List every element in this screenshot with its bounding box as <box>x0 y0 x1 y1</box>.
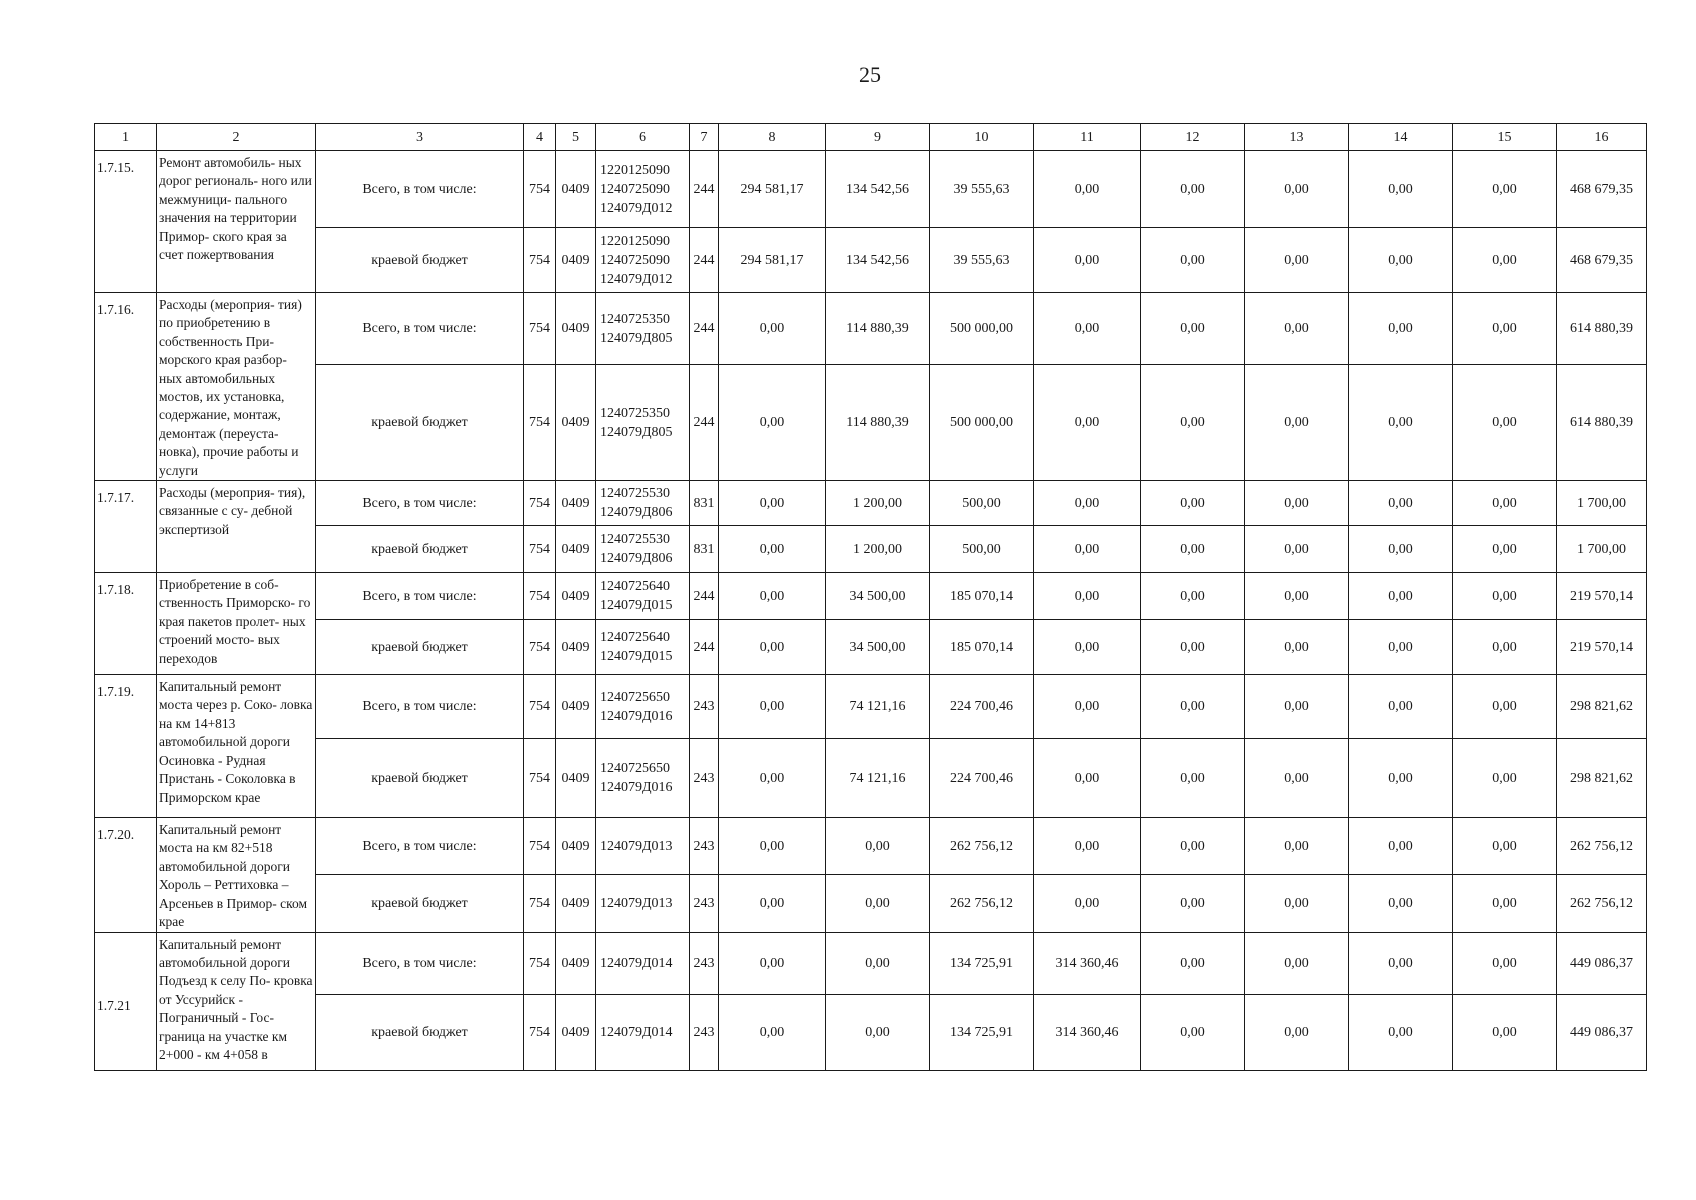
cell-total-16: 449 086,37 <box>1557 994 1647 1070</box>
item-name: Ремонт автомобиль- ных дорог региональ- ного или межмуници- пального значения на территории Примор- ского края за счет пожертвования <box>157 151 316 293</box>
cell-value-12: 0,00 <box>1141 573 1245 620</box>
funding-source: краевой бюджет <box>316 526 524 573</box>
funding-source: краевой бюджет <box>316 994 524 1070</box>
cell-value-10: 185 070,14 <box>930 573 1034 620</box>
column-header: 6 <box>596 124 690 151</box>
cell-value-11: 0,00 <box>1034 818 1141 875</box>
cell-value-10: 134 725,91 <box>930 994 1034 1070</box>
cell-value-14: 0,00 <box>1349 620 1453 675</box>
cell-value-9: 0,00 <box>826 875 930 932</box>
funding-source: Всего, в том числе: <box>316 818 524 875</box>
cell-value-12: 0,00 <box>1141 620 1245 675</box>
cell-code-7: 243 <box>690 739 719 818</box>
cell-code-6: 1240725530 124079Д806 <box>596 526 690 573</box>
cell-value-9: 0,00 <box>826 994 930 1070</box>
item-name: Расходы (мероприя- тия) по приобретению в собственность При- морского края разбор- ных автомобильных мостов, их установка, содержание, монтаж, демонтаж (переуста- новка), прочие работы и услуги <box>157 293 316 481</box>
cell-total-16: 262 756,12 <box>1557 875 1647 932</box>
cell-code-6: 1240725650 124079Д016 <box>596 675 690 739</box>
cell-code-6: 1240725350 124079Д805 <box>596 365 690 481</box>
cell-value-11: 0,00 <box>1034 481 1141 526</box>
funding-source: краевой бюджет <box>316 875 524 932</box>
column-header: 10 <box>930 124 1034 151</box>
cell-value-15: 0,00 <box>1453 151 1557 228</box>
cell-value-9: 34 500,00 <box>826 573 930 620</box>
cell-value-10: 224 700,46 <box>930 739 1034 818</box>
cell-code-4: 754 <box>524 481 556 526</box>
cell-value-13: 0,00 <box>1245 620 1349 675</box>
cell-value-13: 0,00 <box>1245 228 1349 293</box>
cell-total-16: 614 880,39 <box>1557 293 1647 365</box>
table-row <box>95 675 1647 739</box>
cell-value-8: 0,00 <box>719 932 826 994</box>
cell-value-11: 0,00 <box>1034 228 1141 293</box>
cell-value-13: 0,00 <box>1245 573 1349 620</box>
cell-value-15: 0,00 <box>1453 994 1557 1070</box>
cell-code-5: 0409 <box>556 526 596 573</box>
cell-value-11: 0,00 <box>1034 526 1141 573</box>
cell-value-11: 0,00 <box>1034 573 1141 620</box>
column-header: 12 <box>1141 124 1245 151</box>
cell-code-4: 754 <box>524 573 556 620</box>
funding-source: Всего, в том числе: <box>316 481 524 526</box>
cell-code-7: 831 <box>690 481 719 526</box>
cell-value-8: 0,00 <box>719 481 826 526</box>
item-name: Расходы (мероприя- тия), связанные с су- дебной экспертизой <box>157 481 316 573</box>
cell-value-8: 0,00 <box>719 573 826 620</box>
cell-value-12: 0,00 <box>1141 151 1245 228</box>
cell-code-4: 754 <box>524 228 556 293</box>
cell-value-10: 39 555,63 <box>930 228 1034 293</box>
cell-value-15: 0,00 <box>1453 739 1557 818</box>
table-row <box>95 818 1647 875</box>
cell-value-10: 500,00 <box>930 526 1034 573</box>
table-row <box>95 932 1647 994</box>
cell-code-6: 1240725530 124079Д806 <box>596 481 690 526</box>
cell-value-10: 500 000,00 <box>930 293 1034 365</box>
table-row <box>95 620 1647 675</box>
cell-value-10: 500,00 <box>930 481 1034 526</box>
table-row <box>95 739 1647 818</box>
cell-value-10: 224 700,46 <box>930 675 1034 739</box>
cell-code-6: 124079Д013 <box>596 818 690 875</box>
funding-source: краевой бюджет <box>316 620 524 675</box>
cell-value-15: 0,00 <box>1453 526 1557 573</box>
cell-code-7: 243 <box>690 675 719 739</box>
cell-value-12: 0,00 <box>1141 228 1245 293</box>
cell-code-6: 124079Д013 <box>596 875 690 932</box>
cell-code-5: 0409 <box>556 994 596 1070</box>
item-number: 1.7.21 <box>95 932 157 1070</box>
column-header: 7 <box>690 124 719 151</box>
cell-code-6: 1240725650 124079Д016 <box>596 739 690 818</box>
cell-value-8: 0,00 <box>719 675 826 739</box>
item-number: 1.7.19. <box>95 675 157 818</box>
cell-value-15: 0,00 <box>1453 573 1557 620</box>
item-number: 1.7.15. <box>95 151 157 293</box>
cell-code-5: 0409 <box>556 365 596 481</box>
cell-value-11: 0,00 <box>1034 620 1141 675</box>
cell-value-12: 0,00 <box>1141 526 1245 573</box>
cell-code-5: 0409 <box>556 228 596 293</box>
cell-code-5: 0409 <box>556 573 596 620</box>
cell-value-9: 114 880,39 <box>826 365 930 481</box>
cell-total-16: 468 679,35 <box>1557 151 1647 228</box>
cell-value-11: 0,00 <box>1034 365 1141 481</box>
funding-source: краевой бюджет <box>316 228 524 293</box>
cell-code-4: 754 <box>524 620 556 675</box>
cell-value-11: 0,00 <box>1034 675 1141 739</box>
cell-value-10: 500 000,00 <box>930 365 1034 481</box>
table-row <box>95 481 1647 526</box>
cell-code-6: 124079Д014 <box>596 932 690 994</box>
cell-value-14: 0,00 <box>1349 228 1453 293</box>
cell-value-10: 134 725,91 <box>930 932 1034 994</box>
cell-value-11: 314 360,46 <box>1034 932 1141 994</box>
cell-value-15: 0,00 <box>1453 620 1557 675</box>
cell-value-9: 134 542,56 <box>826 151 930 228</box>
cell-value-14: 0,00 <box>1349 739 1453 818</box>
cell-value-8: 0,00 <box>719 875 826 932</box>
cell-code-5: 0409 <box>556 481 596 526</box>
cell-code-6: 1240725640 124079Д015 <box>596 620 690 675</box>
column-header: 15 <box>1453 124 1557 151</box>
cell-code-5: 0409 <box>556 675 596 739</box>
cell-code-6: 1240725350 124079Д805 <box>596 293 690 365</box>
cell-value-12: 0,00 <box>1141 481 1245 526</box>
item-number: 1.7.17. <box>95 481 157 573</box>
cell-code-6: 1240725640 124079Д015 <box>596 573 690 620</box>
cell-value-14: 0,00 <box>1349 573 1453 620</box>
cell-value-14: 0,00 <box>1349 932 1453 994</box>
cell-code-7: 243 <box>690 875 719 932</box>
cell-value-13: 0,00 <box>1245 365 1349 481</box>
cell-value-15: 0,00 <box>1453 675 1557 739</box>
funding-source: Всего, в том числе: <box>316 932 524 994</box>
cell-code-7: 243 <box>690 818 719 875</box>
cell-code-7: 244 <box>690 620 719 675</box>
cell-value-9: 134 542,56 <box>826 228 930 293</box>
cell-value-13: 0,00 <box>1245 932 1349 994</box>
cell-total-16: 468 679,35 <box>1557 228 1647 293</box>
item-name: Капитальный ремонт автомобильной дороги Подъезд к селу По- кровка от Уссурийск - Пограничный - Гос- граница на участке км 2+000 - км 4+058 в <box>157 932 316 1070</box>
table-row <box>95 151 1647 228</box>
cell-value-15: 0,00 <box>1453 932 1557 994</box>
cell-code-4: 754 <box>524 994 556 1070</box>
cell-value-9: 0,00 <box>826 818 930 875</box>
cell-code-4: 754 <box>524 932 556 994</box>
cell-code-7: 243 <box>690 932 719 994</box>
cell-value-13: 0,00 <box>1245 293 1349 365</box>
cell-code-7: 243 <box>690 994 719 1070</box>
cell-value-11: 0,00 <box>1034 739 1141 818</box>
cell-code-4: 754 <box>524 151 556 228</box>
cell-value-14: 0,00 <box>1349 481 1453 526</box>
cell-value-9: 1 200,00 <box>826 481 930 526</box>
cell-value-14: 0,00 <box>1349 818 1453 875</box>
cell-value-10: 185 070,14 <box>930 620 1034 675</box>
cell-total-16: 219 570,14 <box>1557 573 1647 620</box>
cell-value-15: 0,00 <box>1453 875 1557 932</box>
table-row <box>95 293 1647 365</box>
funding-source: Всего, в том числе: <box>316 151 524 228</box>
cell-total-16: 219 570,14 <box>1557 620 1647 675</box>
cell-value-13: 0,00 <box>1245 994 1349 1070</box>
cell-code-6: 1220125090 1240725090 124079Д012 <box>596 228 690 293</box>
column-header: 9 <box>826 124 930 151</box>
cell-value-10: 262 756,12 <box>930 875 1034 932</box>
cell-value-12: 0,00 <box>1141 739 1245 818</box>
cell-code-4: 754 <box>524 293 556 365</box>
cell-code-7: 244 <box>690 573 719 620</box>
table-row <box>95 573 1647 620</box>
cell-value-14: 0,00 <box>1349 365 1453 481</box>
cell-value-8: 294 581,17 <box>719 228 826 293</box>
cell-value-12: 0,00 <box>1141 994 1245 1070</box>
cell-total-16: 614 880,39 <box>1557 365 1647 481</box>
column-header: 16 <box>1557 124 1647 151</box>
funding-source: Всего, в том числе: <box>316 573 524 620</box>
item-name: Капитальный ремонт моста через р. Соко- ловка на км 14+813 автомобильной дороги Осиновка - Рудная Пристань - Соколовка в Приморском крае <box>157 675 316 818</box>
cell-code-4: 754 <box>524 818 556 875</box>
cell-value-13: 0,00 <box>1245 875 1349 932</box>
cell-code-4: 754 <box>524 739 556 818</box>
cell-value-9: 74 121,16 <box>826 675 930 739</box>
cell-code-5: 0409 <box>556 818 596 875</box>
item-number: 1.7.18. <box>95 573 157 675</box>
cell-value-9: 34 500,00 <box>826 620 930 675</box>
table-row <box>95 526 1647 573</box>
cell-code-7: 244 <box>690 151 719 228</box>
column-header: 4 <box>524 124 556 151</box>
table-row <box>95 228 1647 293</box>
column-header: 2 <box>157 124 316 151</box>
cell-value-11: 0,00 <box>1034 151 1141 228</box>
funding-source: Всего, в том числе: <box>316 675 524 739</box>
cell-code-4: 754 <box>524 365 556 481</box>
cell-value-11: 0,00 <box>1034 875 1141 932</box>
table-row <box>95 994 1647 1070</box>
cell-value-14: 0,00 <box>1349 875 1453 932</box>
cell-value-12: 0,00 <box>1141 293 1245 365</box>
cell-code-5: 0409 <box>556 620 596 675</box>
cell-value-11: 314 360,46 <box>1034 994 1141 1070</box>
column-header: 11 <box>1034 124 1141 151</box>
cell-code-4: 754 <box>524 675 556 739</box>
cell-value-8: 0,00 <box>719 994 826 1070</box>
cell-total-16: 298 821,62 <box>1557 739 1647 818</box>
cell-code-6: 124079Д014 <box>596 994 690 1070</box>
cell-value-13: 0,00 <box>1245 526 1349 573</box>
cell-value-12: 0,00 <box>1141 932 1245 994</box>
cell-total-16: 1 700,00 <box>1557 481 1647 526</box>
cell-code-7: 831 <box>690 526 719 573</box>
cell-value-8: 0,00 <box>719 526 826 573</box>
funding-source: краевой бюджет <box>316 365 524 481</box>
cell-code-5: 0409 <box>556 875 596 932</box>
cell-value-15: 0,00 <box>1453 481 1557 526</box>
header-row <box>95 124 1647 151</box>
cell-value-13: 0,00 <box>1245 151 1349 228</box>
cell-value-9: 74 121,16 <box>826 739 930 818</box>
cell-value-15: 0,00 <box>1453 293 1557 365</box>
cell-code-5: 0409 <box>556 151 596 228</box>
cell-code-5: 0409 <box>556 293 596 365</box>
column-header: 5 <box>556 124 596 151</box>
cell-value-14: 0,00 <box>1349 293 1453 365</box>
cell-value-8: 294 581,17 <box>719 151 826 228</box>
table-row <box>95 875 1647 932</box>
cell-value-9: 114 880,39 <box>826 293 930 365</box>
cell-code-7: 244 <box>690 293 719 365</box>
column-header: 8 <box>719 124 826 151</box>
column-header: 1 <box>95 124 157 151</box>
cell-value-14: 0,00 <box>1349 526 1453 573</box>
cell-value-13: 0,00 <box>1245 739 1349 818</box>
cell-value-12: 0,00 <box>1141 675 1245 739</box>
cell-value-8: 0,00 <box>719 365 826 481</box>
item-number: 1.7.16. <box>95 293 157 481</box>
cell-value-10: 262 756,12 <box>930 818 1034 875</box>
cell-value-9: 1 200,00 <box>826 526 930 573</box>
cell-value-12: 0,00 <box>1141 875 1245 932</box>
cell-code-7: 244 <box>690 228 719 293</box>
table-row <box>95 365 1647 481</box>
cell-value-15: 0,00 <box>1453 818 1557 875</box>
cell-value-15: 0,00 <box>1453 365 1557 481</box>
item-name: Капитальный ремонт моста на км 82+518 автомобильной дороги Хороль – Реттиховка – Арсеньев в Примор- ском крае <box>157 818 316 932</box>
page-number: 25 <box>859 62 881 87</box>
cell-value-8: 0,00 <box>719 620 826 675</box>
cell-value-11: 0,00 <box>1034 293 1141 365</box>
cell-code-4: 754 <box>524 526 556 573</box>
item-name: Приобретение в соб- ственность Приморско- го края пакетов пролет- ных строений мосто- вых переходов <box>157 573 316 675</box>
cell-value-14: 0,00 <box>1349 994 1453 1070</box>
column-header: 13 <box>1245 124 1349 151</box>
funding-source: Всего, в том числе: <box>316 293 524 365</box>
cell-total-16: 262 756,12 <box>1557 818 1647 875</box>
item-number: 1.7.20. <box>95 818 157 932</box>
cell-value-13: 0,00 <box>1245 818 1349 875</box>
cell-value-8: 0,00 <box>719 818 826 875</box>
cell-value-14: 0,00 <box>1349 151 1453 228</box>
column-header: 3 <box>316 124 524 151</box>
cell-value-8: 0,00 <box>719 739 826 818</box>
funding-source: краевой бюджет <box>316 739 524 818</box>
cell-value-15: 0,00 <box>1453 228 1557 293</box>
cell-value-12: 0,00 <box>1141 818 1245 875</box>
cell-value-13: 0,00 <box>1245 481 1349 526</box>
cell-value-13: 0,00 <box>1245 675 1349 739</box>
cell-value-12: 0,00 <box>1141 365 1245 481</box>
cell-total-16: 1 700,00 <box>1557 526 1647 573</box>
cell-total-16: 449 086,37 <box>1557 932 1647 994</box>
budget-table <box>94 123 1647 1071</box>
cell-value-9: 0,00 <box>826 932 930 994</box>
cell-value-14: 0,00 <box>1349 675 1453 739</box>
cell-code-7: 244 <box>690 365 719 481</box>
cell-total-16: 298 821,62 <box>1557 675 1647 739</box>
cell-value-8: 0,00 <box>719 293 826 365</box>
cell-code-5: 0409 <box>556 932 596 994</box>
cell-code-4: 754 <box>524 875 556 932</box>
cell-value-10: 39 555,63 <box>930 151 1034 228</box>
cell-code-6: 1220125090 1240725090 124079Д012 <box>596 151 690 228</box>
cell-code-5: 0409 <box>556 739 596 818</box>
column-header: 14 <box>1349 124 1453 151</box>
